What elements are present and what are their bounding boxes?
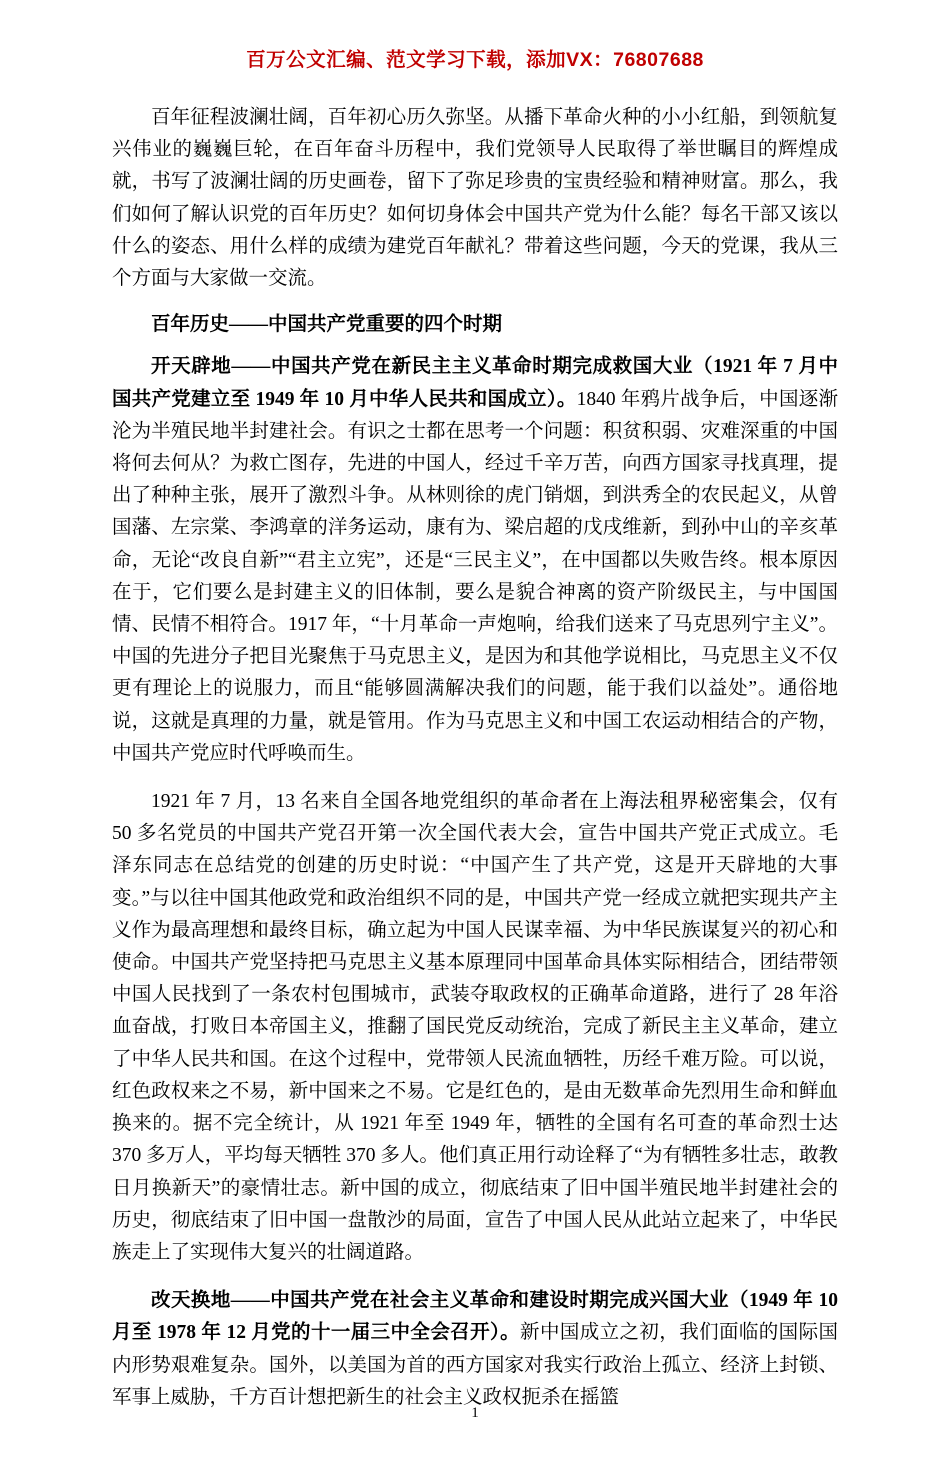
paragraph-sub-1 <box>112 351 838 770</box>
paragraph-sub-1-text: 1840 年鸦片战争后，中国逐渐沦为半殖民地半封建社会。有识之士都在思考一个问题：积贫积弱、灾难深重的中国将何去何从？为救亡图存，先进的中国人，经过千辛万苦，向西方国家寻找真理，提出了种种主张，展开了激烈斗争。从林则徐的虎门销烟，到洪秀全的农民起义，从曾国藩、左宗棠、李鸿章的洋务运动，康有为、梁启超的戊戌维新，到孙中山的辛亥革命，无论“改良自新”“君主立宪”，还是“三民主义”，在中国都以失败告终。根本原因在于，它们要么是封建主义的旧体制，要么是貌合神离的资产阶级民主，与中国国情、民情不相符合。1917 年，“十月革命一声炮响，给我们送来了马克思列宁主义”。中国的先进分子把目光聚焦于马克思主义，是因为和其他学说相比，马克思主义不仅更有理论上的说服力，而且“能够圆满解决我们的问题，能于我们以益处”。通俗地说，这就是真理的力量，就是管用。作为马克思主义和中国工农运动相结合的产物，中国共产党应时代呼唤而生。 <box>112 388 838 764</box>
paragraph-1921: 1921 年 7 月，13 名来自全国各地党组织的革命者在上海法租界秘密集会，仅有 50 多名党员的中国共产党召开第一次全国代表大会，宣告中国共产党正式成立。毛泽东同志在总结党的创建的历史时说：“中国产生了共产党，这是开天辟地的大事变。”与以往中国其他政党和政治组织不同的是，中国共产党一经成立就把实现共产主义作为最高理想和最终目标，确立起为中国人民谋幸福、为中华民族谋复兴的初心和使命。中国共产党坚持把马克思主义基本原理同中国革命具体实际相结合，团结带领中国人民找到了一条农村包围城市，武装夺取政权的正确革命道路，进行了 28 年浴血奋战，打败日本帝国主义，推翻了国民党反动统治，完成了新民主主义革命，建立了中华人民共和国。在这个过程中，党带领人民流血牺牲，历经千难万险。可以说，红色政权来之不易，新中国来之不易。它是红色的，是由无数革命先烈用生命和鲜血换来的。据不完全统计，从 1921 年至 1949 年，牺牲的全国有名可查的革命烈士达 370 多万人，平均每天牺牲 370 多人。他们真正用行动诠释了“为有牺牲多壮志，敢教日月换新天”的豪情壮志。新中国的成立，彻底结束了旧中国半殖民地半封建社会的历史，彻底结束了旧中国一盘散沙的局面，宣告了中国人民从此站立起来了，中华民族走上了实现伟大复兴的壮阔道路。 <box>112 791 838 1263</box>
section-heading-1: 百年历史——中国共产党重要的四个时期 <box>151 314 503 336</box>
paragraph-sub-2 <box>112 1285 838 1414</box>
paragraph-sub-1-lead: 开天辟地——中国共产党在新民主主义革命时期完成救国大业（1921 年 7 月中国共产党建立至 1949 年 10 月中华人民共和国成立）。 <box>112 356 838 410</box>
paragraph-sub-2-text: 新中国成立之初，我们面临的国际国内形势艰难复杂。国外，以美国为首的西方国家对我实行政治上孤立、经济上封锁、军事上威胁，千方百计想把新生的社会主义政权扼杀在摇篮 <box>112 1322 838 1408</box>
paragraph-sub-2-lead: 改天换地——中国共产党在社会主义革命和建设时期完成兴国大业（1949 年 10 月至 1978 年 12 月党的十一届三中全会召开）。 <box>112 1290 838 1344</box>
promo-banner: 百万公文汇编、范文学习下载，添加VX：76807688 <box>246 49 704 71</box>
paragraph-spacer <box>112 776 838 786</box>
page-number: 1 <box>471 1404 479 1421</box>
paragraph-spacer-2 <box>112 1275 838 1285</box>
paragraph-intro: 百年征程波澜壮阔，百年初心历久弥坚。从播下革命火种的小小红船，到领航复兴伟业的巍巍巨轮，在百年奋斗历程中，我们党领导人民取得了举世瞩目的辉煌成就，书写了波澜壮阔的历史画卷，留下了弥足珍贵的宝贵经验和精神财富。那么，我们如何了解认识党的百年历史？如何切身体会中国共产党为什么能？每名干部又该以什么的姿态、用什么样的成绩为建党百年献礼？带着这些问题，今天的党课，我从三个方面与大家做一交流。 <box>112 107 838 290</box>
